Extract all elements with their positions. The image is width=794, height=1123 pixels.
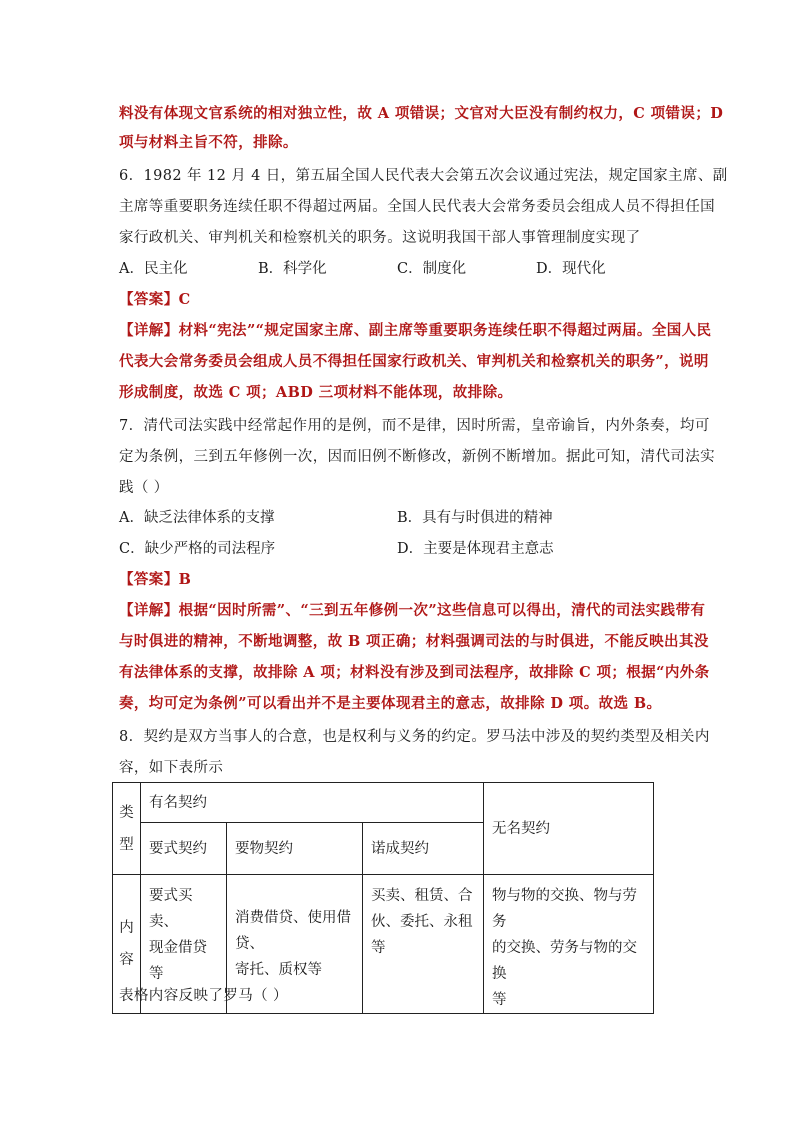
type-label-char: 型 bbox=[119, 836, 134, 853]
q7-answer: 【答案】B bbox=[119, 571, 192, 588]
formal-contract-header: 要式契约 bbox=[141, 823, 227, 875]
q6-option-c: C．制度化 bbox=[397, 261, 467, 277]
q7-option-d: D．主要是体现君主意志 bbox=[397, 541, 554, 557]
cell-line: 寄托、质权等 bbox=[235, 962, 322, 978]
type-label-cell bbox=[113, 783, 141, 875]
cell-line: 等 bbox=[492, 992, 507, 1008]
named-contract-header: 有名契约 bbox=[141, 783, 484, 823]
unnamed-contract-content bbox=[484, 875, 654, 1014]
cell-line: 买卖、租赁、合 bbox=[371, 888, 473, 904]
unnamed-contract-header: 无名契约 bbox=[484, 783, 654, 875]
q6-explanation-line: 【详解】材料“宪法”“规定国家主席、副主席等重要职务连续任职不得超过两届。全国人民 bbox=[119, 322, 712, 339]
q7-stem-line: 定为条例，三到五年修例一次，因而旧例不断修改，新例不断增加。据此可知，清代司法实 bbox=[119, 449, 715, 465]
q6-stem-line: 家行政机关、审判机关和检察机关的职务。这说明我国干部人事管理制度实现了 bbox=[119, 230, 641, 246]
q6-option-a: A．民主化 bbox=[119, 261, 188, 277]
real-contract-header: 要物契约 bbox=[227, 823, 363, 875]
cell-line: 现金借贷 bbox=[149, 940, 207, 956]
q6-stem-line: 6．1982 年 12 月 4 日，第五届全国人民代表大会第五次会议通过宪法，规定国家主席、副 bbox=[119, 168, 728, 184]
q7-explanation-line: 与时俱进的精神，不断地调整，故 B 项正确；材料强调司法的与时俱进，不能反映出其没 bbox=[119, 633, 709, 650]
q7-option-c: C．缺少严格的司法程序 bbox=[119, 541, 276, 557]
q7-stem-line: 践（ ） bbox=[119, 480, 169, 496]
q7-option-b: B．具有与时俱进的精神 bbox=[397, 510, 553, 526]
q6-answer: 【答案】C bbox=[119, 291, 191, 308]
cell-line: 的交换、劳务与物的交换 bbox=[492, 940, 637, 982]
contract-table bbox=[112, 782, 654, 1014]
content-label-char: 内 bbox=[119, 920, 134, 936]
q5-explanation-line: 项与材料主旨不符，排除。 bbox=[119, 134, 298, 151]
consensual-contract-content bbox=[363, 875, 484, 1014]
q7-explanation-line: 奏，均可定为条例”可以看出并不是主要体现君主的意志，故排除 D 项。故选 B。 bbox=[119, 695, 662, 712]
q7-explanation-line: 有法律体系的支撑，故排除 A 项；材料没有涉及到司法程序，故排除 C 项；根据“内外条 bbox=[119, 664, 710, 681]
q6-option-d: D．现代化 bbox=[536, 261, 606, 277]
cell-line: 要式买卖、 bbox=[149, 888, 193, 930]
q7-explanation-line: 【详解】根据“因时所需”、“三到五年修例一次”这些信息可以得出，清代的司法实践带有 bbox=[119, 602, 706, 619]
cell-line: 伙、委托、永租 bbox=[371, 914, 473, 930]
q8-question-line: 表格内容反映了罗马（ ） bbox=[119, 988, 288, 1004]
cell-line: 消费借贷、使用借贷、 bbox=[235, 910, 351, 952]
consensual-contract-header: 诺成契约 bbox=[363, 823, 484, 875]
q7-option-a: A．缺乏法律体系的支撑 bbox=[119, 510, 275, 526]
cell-line: 等 bbox=[371, 940, 386, 956]
q6-explanation-line: 形成制度，故选 C 项；ABD 三项材料不能体现，故排除。 bbox=[119, 384, 513, 401]
q8-stem-line: 容，如下表所示 bbox=[119, 760, 224, 776]
content-label-char: 容 bbox=[119, 952, 134, 968]
q7-stem-line: 7．清代司法实践中经常起作用的是例，而不是律，因时所需，皇帝谕旨，内外条奏，均可 bbox=[119, 418, 710, 434]
q6-option-b: B．科学化 bbox=[258, 261, 327, 277]
q6-explanation-line: 代表大会常务委员会组成人员不得担任国家行政机关、审判机关和检察机关的职务”，说明 bbox=[119, 353, 709, 370]
q5-explanation-line: 料没有体现文官系统的相对独立性，故 A 项错误；文官对大臣没有制约权力，C 项错误；D bbox=[119, 105, 724, 122]
q8-stem-line: 8．契约是双方当事人的合意，也是权利与义务的约定。罗马法中涉及的契约类型及相关内 bbox=[119, 729, 710, 745]
cell-line: 物与物的交换、物与劳务 bbox=[492, 888, 637, 930]
type-label-char: 类 bbox=[119, 804, 134, 821]
q6-stem-line: 主席等重要职务连续任职不得超过两届。全国人民代表大会常务委员会组成人员不得担任国 bbox=[119, 199, 715, 215]
cell-line: 等 bbox=[149, 966, 164, 982]
